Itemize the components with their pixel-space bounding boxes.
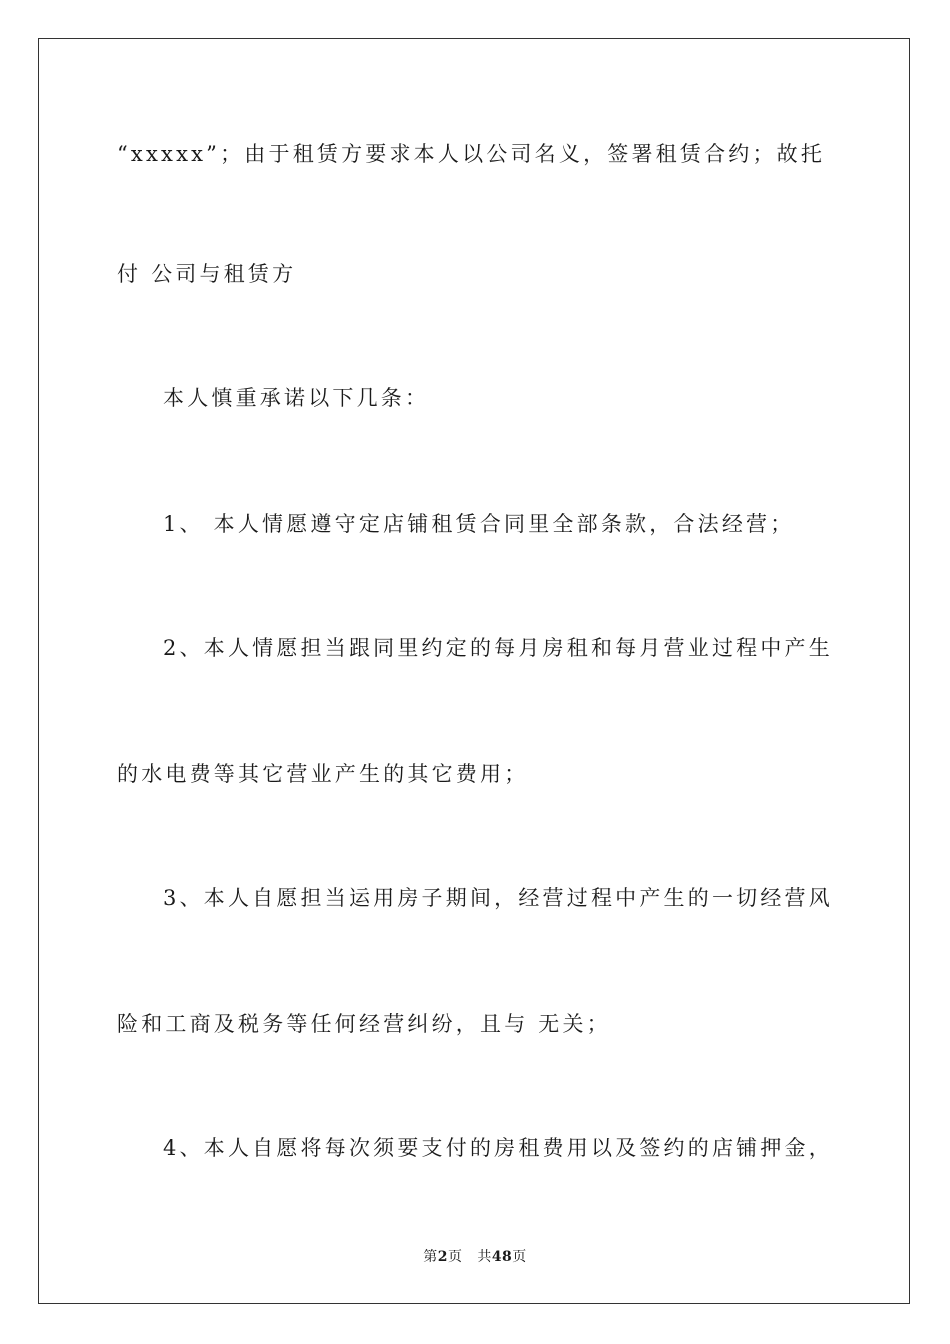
text-line-3: 本人慎重承诺以下几条： (163, 386, 430, 410)
text-line-6: 的水电费等其它营业产生的其它费用； (117, 762, 529, 786)
page-frame (38, 38, 910, 1304)
text-line-1: “xxxxx”；由于租赁方要求本人以公司名义，签署租赁合约；故托 (117, 142, 826, 166)
footer-prefix: 第 (423, 1249, 438, 1265)
footer-total-prefix: 共 (477, 1249, 492, 1265)
text-line-9: 4、本人自愿将每次须要支付的房租费用以及签约的店铺押金， (163, 1136, 833, 1160)
footer-total-pages: 48 (491, 1249, 513, 1265)
text-line-2: 付 公司与租赁方 (117, 262, 297, 286)
footer-page-suffix: 页 (447, 1249, 463, 1265)
page-footer (0, 1248, 950, 1266)
text-line-7: 3、本人自愿担当运用房子期间，经营过程中产生的一切经营风 (163, 886, 833, 910)
text-line-8: 险和工商及税务等任何经营纠纷，且与 无关； (117, 1012, 611, 1036)
text-line-5: 2、本人情愿担当跟同里约定的每月房租和每月营业过程中产生 (163, 636, 833, 660)
footer-page-number: 2 (437, 1249, 448, 1265)
footer-total-suffix: 页 (512, 1249, 527, 1265)
text-line-4: 1、 本人情愿遵守定店铺租赁合同里全部条款，合法经营； (163, 512, 795, 536)
